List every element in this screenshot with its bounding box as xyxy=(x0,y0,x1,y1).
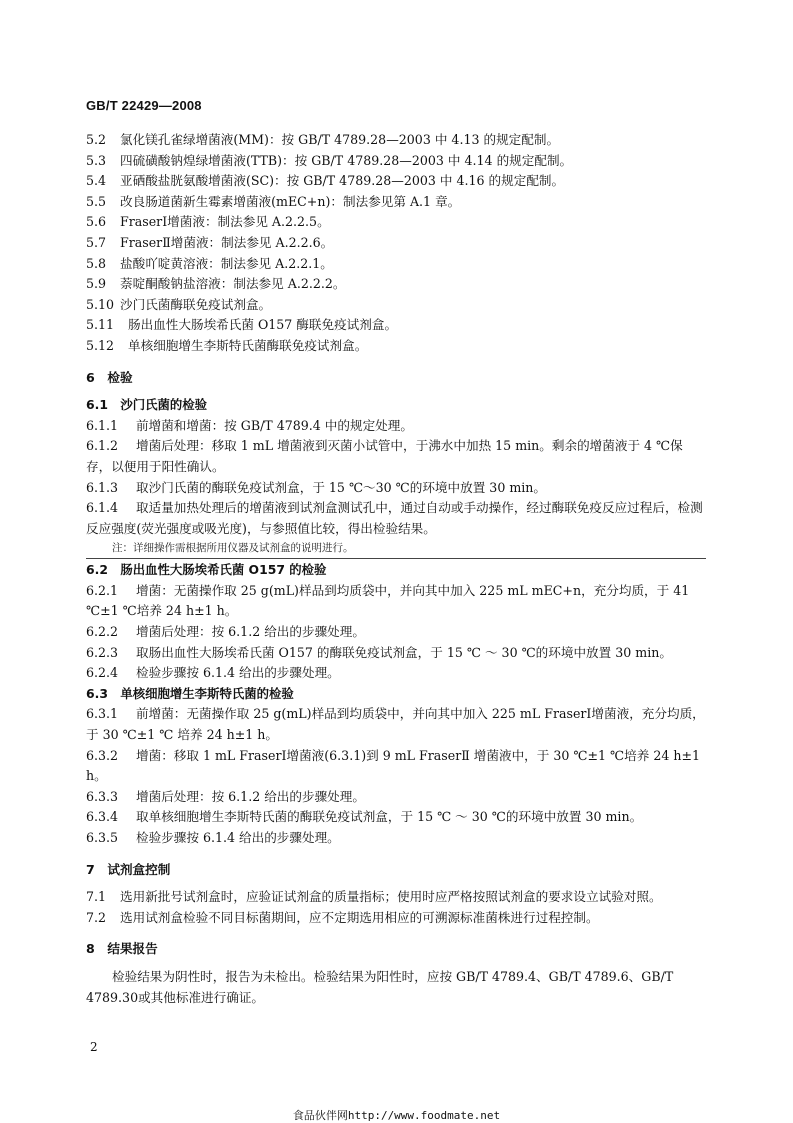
item-number: 5.8 xyxy=(86,255,107,271)
item-number: 5.4 xyxy=(86,173,107,189)
list-item xyxy=(86,254,706,275)
item-text: 增菌后处理：按 6.1.2 给出的步骤处理。 xyxy=(136,624,365,640)
subsection-heading-6-3: 6.3 单核细胞增生李斯特氏菌的检验 xyxy=(86,685,294,701)
item-text: 单核细胞增生李斯特氏菌酶联免疫试剂盒。 xyxy=(128,337,368,353)
item-number: 6.3.3 xyxy=(86,788,119,804)
item-number: 6.1.4 xyxy=(86,500,119,516)
item-number: 6.3.4 xyxy=(86,809,119,825)
subsection-heading-6-2: 6.2 肠出血性大肠埃希氏菌 O157 的检验 xyxy=(86,562,327,578)
list-item xyxy=(86,622,706,643)
list-item xyxy=(86,171,706,192)
list-item xyxy=(86,704,706,745)
result-report-paragraph: 检验结果为阴性时，报告为未检出。检验结果为阳性时，应按 GB/T 4789.4、GB/T 4789.6、GB/T 4789.30或其他标准进行确证。 xyxy=(86,968,674,1005)
list-item xyxy=(86,643,706,664)
item-number: 5.7 xyxy=(86,234,107,250)
item-text: 肠出血性大肠埃希氏菌 O157 酶联免疫试剂盒。 xyxy=(128,317,398,333)
item-text: 前增菌：无菌操作取 25 g(mL)样品到均质袋中，并向其中加入 225 mL FraserⅠ增菌液，充分均质，于 30 ℃±1 ℃ 培养 24 h±1 h。 xyxy=(86,706,705,743)
list-item xyxy=(86,436,706,477)
subsection-heading-6-1: 6.1 沙门氏菌的检验 xyxy=(86,397,208,413)
item-number: 5.6 xyxy=(86,214,107,230)
item-text: 选用试剂盒检验不同目标菌期间，应不定期选用相应的可溯源标准菌株进行过程控制。 xyxy=(120,909,599,925)
list-item xyxy=(86,498,706,539)
note-text: 注：详细操作需根据所用仪器及试剂盒的说明进行。 xyxy=(112,542,354,555)
list-item xyxy=(86,192,706,213)
item-text: 增菌：移取 1 mL FraserⅠ增菌液(6.3.1)到 9 mL FraserⅡ 增菌液中，于 30 ℃±1 ℃培养 24 h±1 h。 xyxy=(86,747,701,784)
list-item xyxy=(86,581,706,622)
list-item xyxy=(86,130,706,151)
item-text: 增菌：无菌操作取 25 g(mL)样品到均质袋中，并向其中加入 225 mL mEC+n，充分均质，于 41 ℃±1 ℃培养 24 h±1 h。 xyxy=(86,582,690,619)
item-number: 7.1 xyxy=(86,889,107,905)
item-number: 6.3.5 xyxy=(86,830,119,845)
item-text: 四硫磺酸钠煌绿增菌液(TTB)：按 GB/T 4789.28—2003 中 4.14 的规定配制。 xyxy=(120,152,573,168)
item-text: 沙门氏菌酶联免疫试剂盒。 xyxy=(120,296,272,312)
list-item xyxy=(86,295,706,316)
list-item xyxy=(86,212,706,233)
standard-number: GB/T 22429—2008 xyxy=(86,98,202,113)
item-text: 前增菌和增菌：按 GB/T 4789.4 中的规定处理。 xyxy=(136,417,413,433)
section-heading-6: 6 检验 xyxy=(86,369,133,385)
item-number: 5.5 xyxy=(86,193,107,209)
item-text: 取适量加热处理后的增菌液到试剂盒测试孔中，通过自动或手动操作，经过酶联免疫反应过程后，检测反应强度(荧光强度或吸光度)，与参照值比较，得出检验结果。 xyxy=(86,500,703,536)
item-number: 6.1.1 xyxy=(86,417,119,433)
list-item xyxy=(86,787,706,808)
item-text: 亚硒酸盐胱氨酸增菌液(SC)：按 GB/T 4789.28—2003 中 4.16 的规定配制。 xyxy=(120,173,565,189)
item-number: 7.2 xyxy=(86,909,107,925)
section-heading-7: 7 试剂盒控制 xyxy=(86,861,171,877)
page-number: 2 xyxy=(90,1040,98,1054)
item-number: 5.12 xyxy=(86,337,115,353)
item-number: 6.1.2 xyxy=(86,438,119,454)
item-text: 检验步骤按 6.1.4 给出的步骤处理。 xyxy=(136,665,340,681)
item-text: FraserⅠ增菌液：制法参见 A.2.2.5。 xyxy=(120,214,330,230)
item-text: 氯化镁孔雀绿增菌液(MM)：按 GB/T 4789.28—2003 中 4.13 的规定配制。 xyxy=(120,132,560,147)
list-item xyxy=(86,746,706,787)
list-item xyxy=(86,274,706,295)
list-item xyxy=(86,416,706,437)
item-text: 盐酸吖啶黄溶液：制法参见 A.2.2.1。 xyxy=(120,255,333,271)
item-number: 6.2.3 xyxy=(86,644,119,660)
item-number: 6.1.3 xyxy=(86,479,119,495)
list-item xyxy=(86,807,706,828)
note-divider xyxy=(86,558,706,559)
item-text: 改良肠道菌新生霉素增菌液(mEC+n)：制法参见第 A.1 章。 xyxy=(120,193,461,209)
item-number: 6.2.4 xyxy=(86,665,119,681)
list-item xyxy=(86,908,706,929)
item-text: 增菌后处理：按 6.1.2 给出的步骤处理。 xyxy=(136,788,365,804)
list-item xyxy=(86,336,706,357)
list-item xyxy=(86,887,706,908)
item-number: 5.10 xyxy=(86,296,115,312)
item-text: 取沙门氏菌的酶联免疫试剂盒，于 15 ℃～30 ℃的环境中放置 30 min。 xyxy=(136,479,547,495)
item-number: 6.2.1 xyxy=(86,582,119,598)
list-item xyxy=(86,151,706,172)
item-number: 6.2.2 xyxy=(86,624,119,640)
list-item xyxy=(86,478,706,499)
list-item xyxy=(86,315,706,336)
item-number: 6.3.1 xyxy=(86,706,119,722)
item-text: 取肠出血性大肠埃希氏菌 O157 的酶联免疫试剂盒，于 15 ℃ ～ 30 ℃的环境中放置 30 min。 xyxy=(136,644,672,660)
list-item xyxy=(86,663,706,684)
item-text: 增菌后处理：移取 1 mL 增菌液到灭菌小试管中，于沸水中加热 15 min。剩余的增菌液于 4 ℃保存，以便用于阳性确认。 xyxy=(86,438,683,474)
item-text: FraserⅡ增菌液：制法参见 A.2.2.6。 xyxy=(120,234,334,250)
item-number: 5.3 xyxy=(86,152,107,168)
item-text: 取单核细胞增生李斯特氏菌的酶联免疫试剂盒，于 15 ℃ ～ 30 ℃的环境中放置 30 min。 xyxy=(136,809,643,825)
footer-watermark: 食品伙伴网http://www.foodmate.net xyxy=(292,1109,501,1122)
list-item xyxy=(86,828,706,849)
item-number: 5.9 xyxy=(86,276,107,292)
item-number: 5.11 xyxy=(86,317,115,333)
section-heading-8: 8 结果报告 xyxy=(86,941,158,957)
document-body xyxy=(86,130,706,1008)
item-number: 5.2 xyxy=(86,132,107,147)
item-number: 6.3.2 xyxy=(86,747,119,763)
section-5-list xyxy=(86,130,706,357)
item-text: 选用新批号试剂盒时，应验证试剂盒的质量指标；使用时应严格按照试剂盒的要求设立试验对照。 xyxy=(120,889,662,905)
list-item xyxy=(86,233,706,254)
item-text: 检验步骤按 6.1.4 给出的步骤处理。 xyxy=(136,830,340,845)
item-text: 萘啶酮酸钠盐溶液：制法参见 A.2.2.2。 xyxy=(120,276,346,292)
